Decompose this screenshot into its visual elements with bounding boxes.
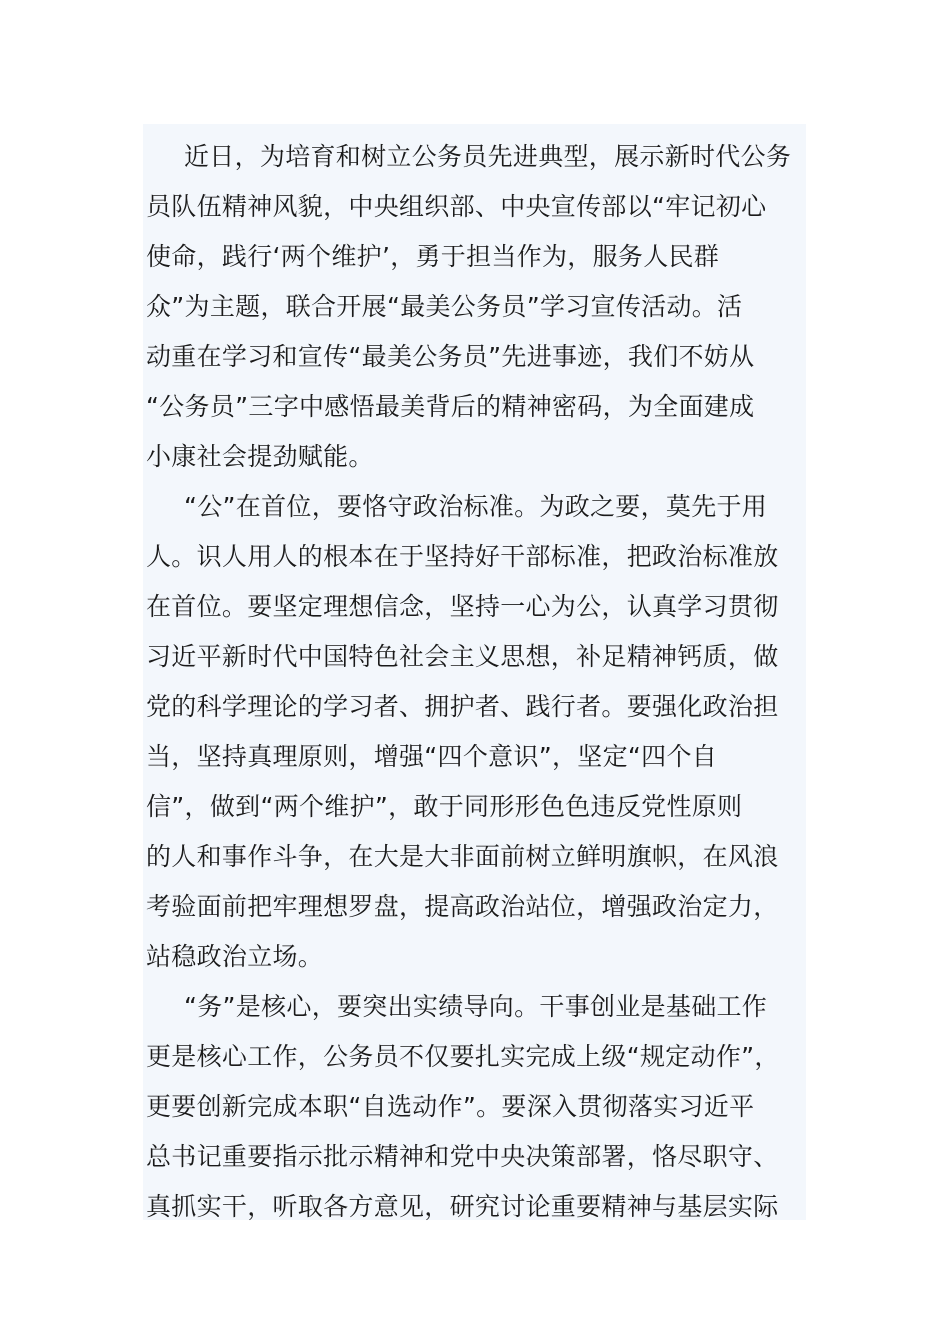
paragraph-3-line-2: 更是核心工作，公务员不仅要扎实完成上级“规定动作”， — [146, 1042, 780, 1071]
paragraph-1-line-4: 众”为主题，联合开展“最美公务员”学习宣传活动。活 — [146, 292, 743, 321]
paragraph-1-line-5: 动重在学习和宣传“最美公务员”先进事迹，我们不妨从 — [146, 342, 755, 371]
paragraph-3-line-3: 更要创新完成本职“自选动作”。要深入贯彻落实习近平 — [146, 1092, 755, 1121]
document-text-panel — [143, 124, 806, 1220]
paragraph-2-line-2: 人。识人用人的根本在于坚持好干部标准，把政治标准放 — [146, 542, 779, 571]
paragraph-1-line-2: 员队伍精神风貌，中央组织部、中央宣传部以“牢记初心 — [146, 192, 767, 221]
paragraph-1-line-6: “公务员”三字中感悟最美背后的精神密码，为全面建成 — [146, 392, 755, 421]
paragraph-1-line-1: 近日，为培育和树立公务员先进典型，展示新时代公务 — [184, 142, 792, 171]
paragraph-2-line-9: 考验面前把牢理想罗盘，提高政治站位，增强政治定力， — [146, 892, 779, 921]
paragraph-2-line-8: 的人和事作斗争，在大是大非面前树立鲜明旗帜，在风浪 — [146, 842, 779, 871]
paragraph-1-line-7: 小康社会提劲赋能。 — [146, 442, 374, 471]
paragraph-2-line-5: 党的科学理论的学习者、拥护者、践行者。要强化政治担 — [146, 692, 779, 721]
paragraph-1-line-3: 使命，践行‘两个维护’，勇于担当作为，服务人民群 — [146, 242, 720, 271]
paragraph-3-line-1: “务”是核心，要突出实绩导向。干事创业是基础工作 — [184, 992, 768, 1021]
paragraph-3-line-5: 真抓实干，听取各方意见，研究讨论重要精神与基层实际 — [146, 1192, 779, 1221]
paragraph-2-line-7: 信”，做到“两个维护”，敢于同形形色色违反党性原则 — [146, 792, 743, 821]
paragraph-2-line-1: “公”在首位，要恪守政治标准。为政之要，莫先于用 — [184, 492, 768, 521]
paragraph-2-line-10: 站稳政治立场。 — [146, 942, 324, 971]
paragraph-2-line-3: 在首位。要坚定理想信念，坚持一心为公，认真学习贯彻 — [146, 592, 779, 621]
paragraph-2-line-4: 习近平新时代中国特色社会主义思想，补足精神钙质，做 — [146, 642, 779, 671]
paragraph-2-line-6: 当，坚持真理原则，增强“四个意识”，坚定“四个自 — [146, 742, 718, 771]
paragraph-3-line-4: 总书记重要指示批示精神和党中央决策部署，恪尽职守、 — [146, 1142, 779, 1171]
